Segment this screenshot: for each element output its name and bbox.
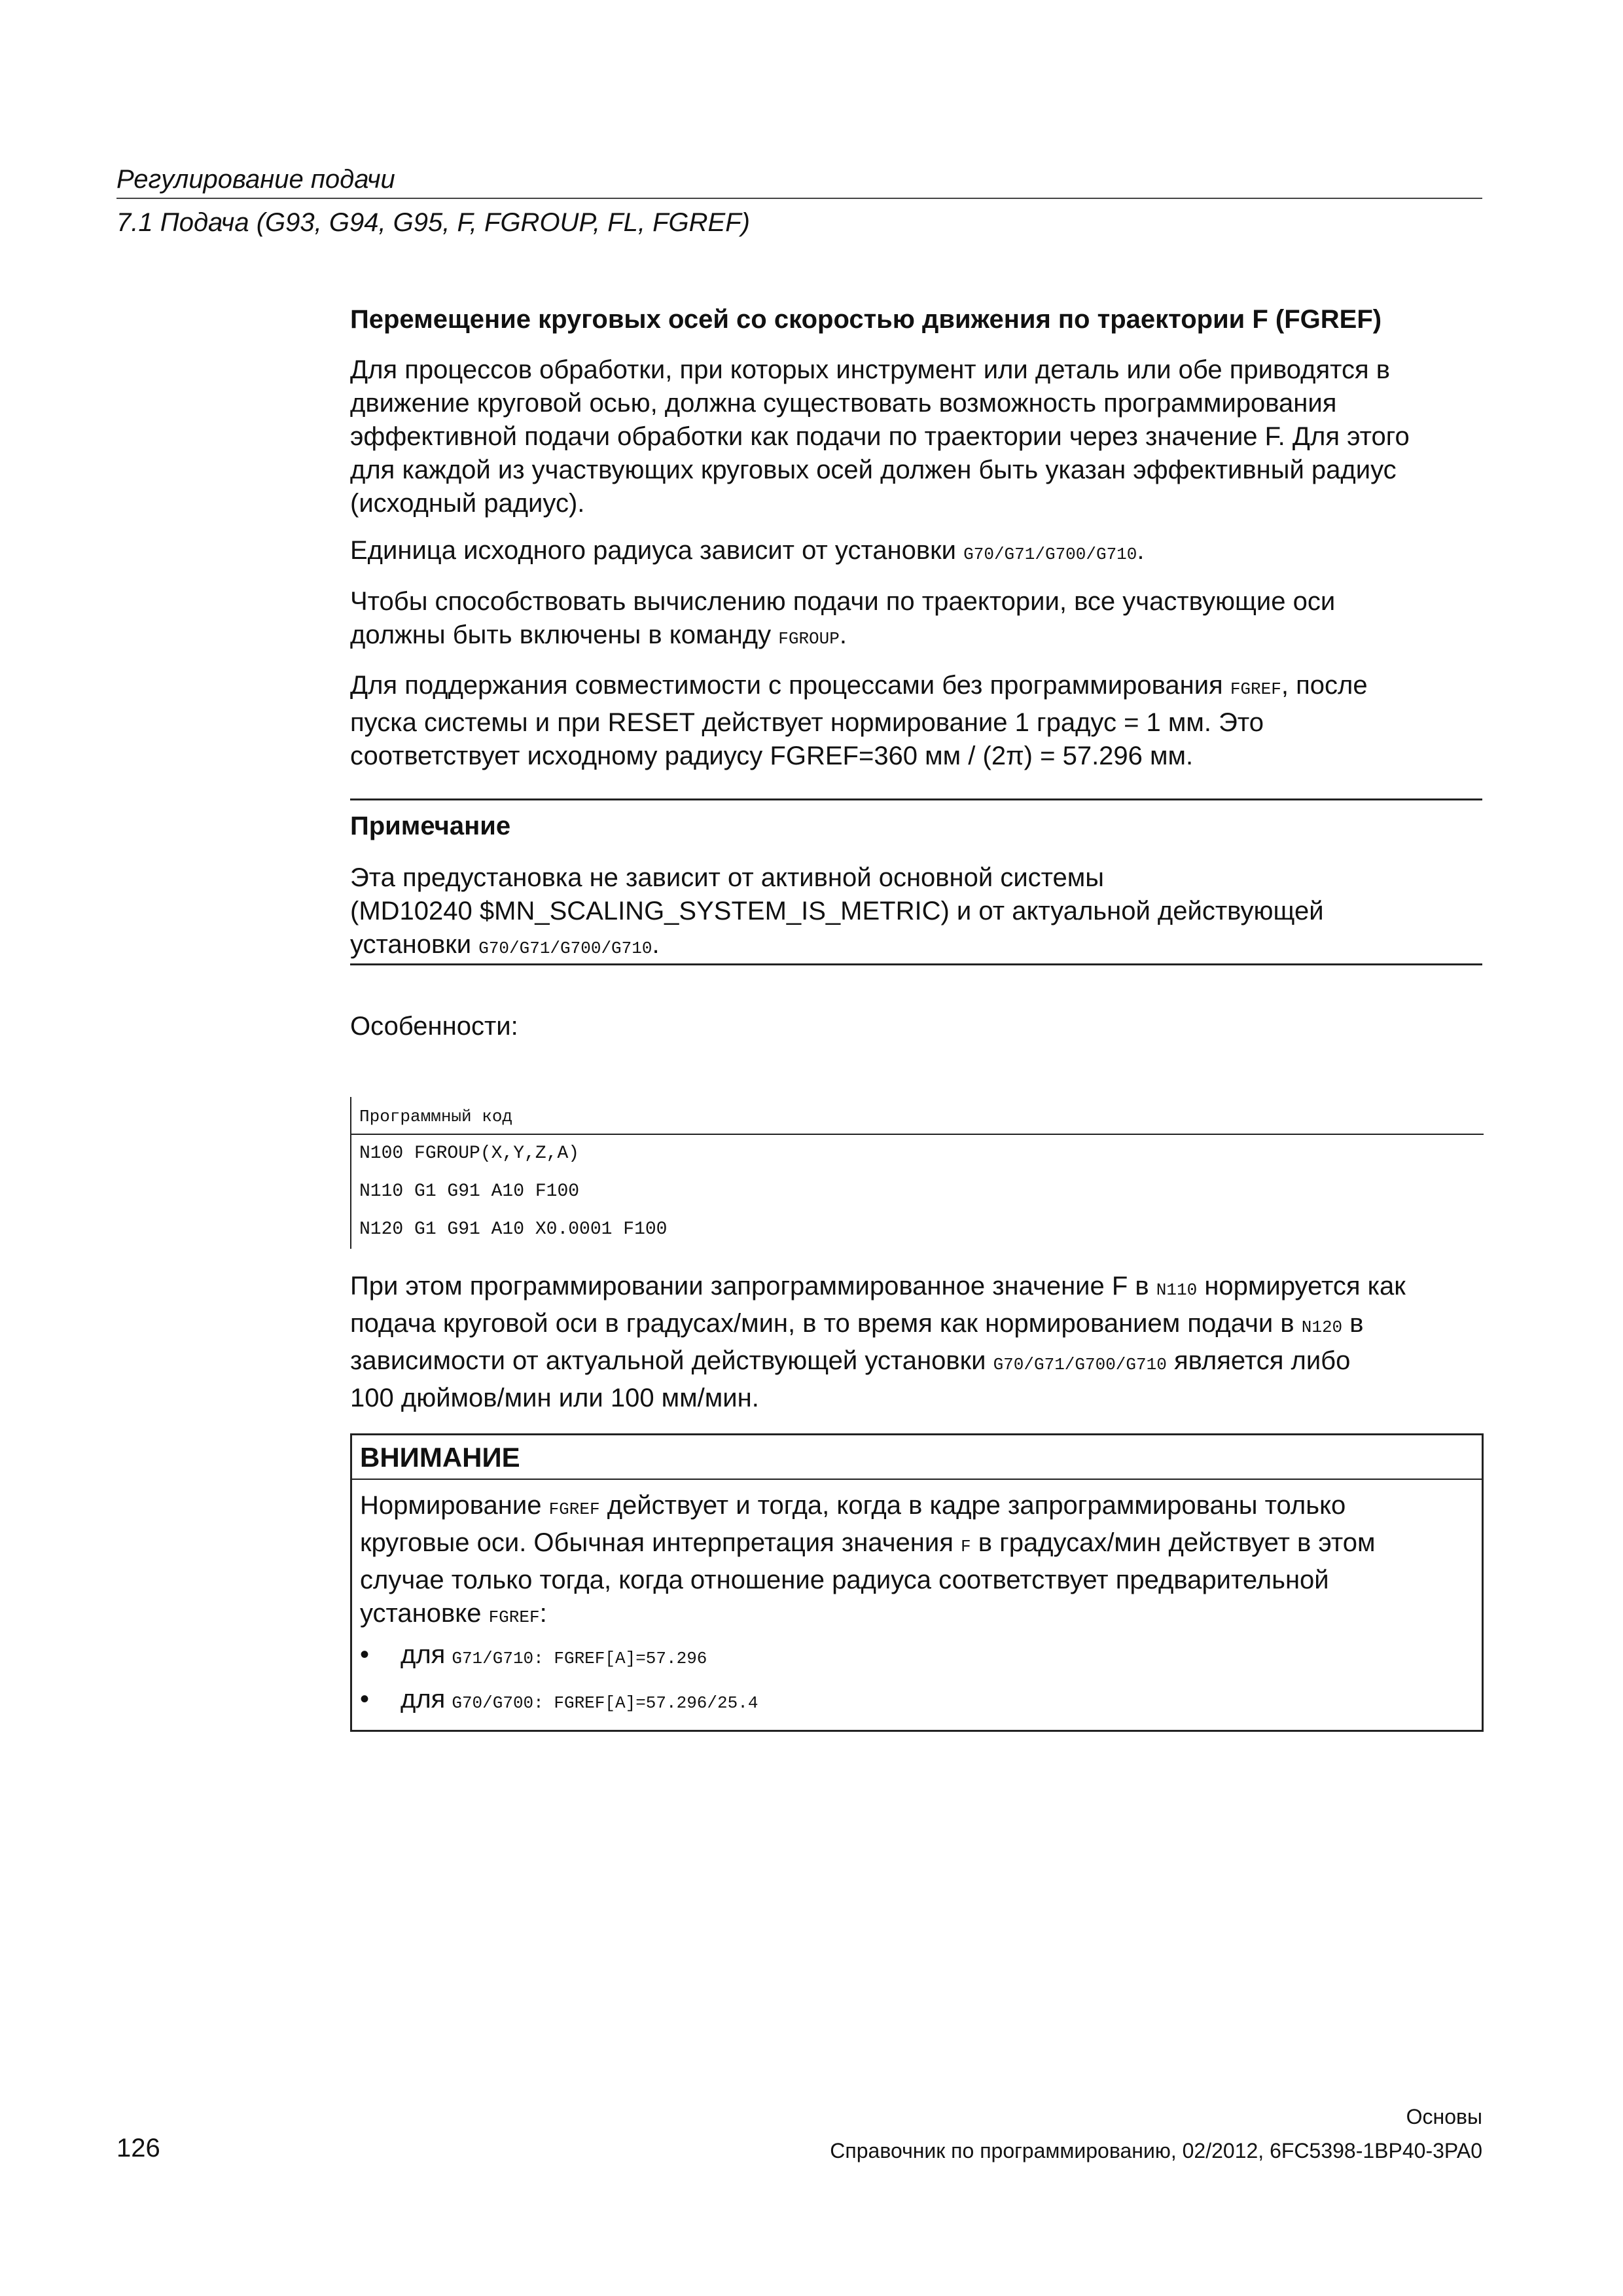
code-span: FGROUP xyxy=(778,629,840,649)
text-span: в xyxy=(1342,1309,1364,1338)
paragraph-unit xyxy=(350,534,1482,571)
text-span: является либо xyxy=(1166,1346,1351,1375)
text-span: должны быть включены в команду xyxy=(350,620,779,649)
bullet-icon: • xyxy=(360,1640,370,1669)
note-title: Примечание xyxy=(350,812,511,840)
text-span: Единица исходного радиуса зависит от установки xyxy=(350,536,964,565)
text-span: установке xyxy=(360,1599,489,1628)
text-line: (MD10240 $MN_SCALING_SYSTEM_IS_METRIC) и от актуальной действующей xyxy=(350,897,1324,925)
text-line: (исходный радиус). xyxy=(350,489,585,518)
text-line: 100 дюймов/мин или 100 мм/мин. xyxy=(350,1384,759,1412)
text-span: При этом программировании запрограммированное значение F в xyxy=(350,1272,1156,1300)
text-line: Для процессов обработки, при которых инструмент или деталь или обе приводятся в xyxy=(350,355,1391,384)
paragraph-explanation xyxy=(350,1270,1482,1415)
text-line: эффективной подачи обработки как подачи по траектории через значение F. Для этого xyxy=(350,422,1410,451)
text-span: установки xyxy=(350,930,479,959)
code-header: Программный код xyxy=(359,1107,513,1126)
text-line: пуска системы и при RESET действует нормирование 1 градус = 1 мм. Это xyxy=(350,708,1264,737)
text-span: . xyxy=(652,930,660,959)
text-span: Нормирование xyxy=(360,1491,549,1520)
text-span: Для поддержания совместимости с процессами без программирования xyxy=(350,671,1230,700)
section-title: Перемещение круговых осей со скоростью движения по траектории F (FGREF) xyxy=(350,305,1382,334)
text-line: Чтобы способствовать вычислению подачи по траектории, все участвующие оси xyxy=(350,587,1336,616)
code-span: N120 xyxy=(1301,1318,1343,1337)
page-number: 126 xyxy=(116,2134,160,2162)
bullet-icon: • xyxy=(360,1685,370,1713)
note-bottom-rule xyxy=(350,963,1482,965)
code-span: G71/G710: FGREF[A]=57.296 xyxy=(452,1649,707,1668)
paragraph-intro xyxy=(350,353,1482,520)
code-span: G70/G71/G700/G710 xyxy=(963,545,1137,564)
chapter-header: Регулирование подачи xyxy=(116,165,395,194)
code-span: G70/G71/G700/G710 xyxy=(478,939,652,958)
footer-reference: Справочник по программированию, 02/2012, 6FC5398-1BP40-3PA0 xyxy=(830,2139,1482,2162)
text-span: для xyxy=(401,1640,446,1669)
warning-box xyxy=(350,1433,1484,1732)
warning-title: ВНИМАНИЕ xyxy=(360,1442,520,1473)
bullet-item xyxy=(360,1679,1474,1723)
code-line: N120 G1 G91 A10 X0.0001 F100 xyxy=(359,1219,668,1240)
footer-book-title: Основы xyxy=(1406,2105,1482,2128)
text-span: нормируется как xyxy=(1197,1272,1406,1300)
code-line: N100 FGROUP(X,Y,Z,A) xyxy=(359,1143,580,1164)
code-line: N110 G1 G91 A10 F100 xyxy=(359,1181,580,1202)
code-block xyxy=(350,1097,1484,1249)
text-span: . xyxy=(1137,536,1145,565)
section-header: 7.1 Подача (G93, G94, G95, F, FGROUP, FL, FGREF) xyxy=(116,208,750,237)
features-label: Особенности: xyxy=(350,1012,518,1041)
note-body xyxy=(350,861,1482,965)
code-span: G70/G71/G700/G710 xyxy=(993,1355,1167,1374)
bullet-item xyxy=(360,1634,1474,1679)
text-line: соответствует исходному радиусу FGREF=360 мм / (2π) = 57.296 мм. xyxy=(350,742,1194,770)
text-span: круговые оси. Обычная интерпретация значения xyxy=(360,1528,961,1557)
text-line: случае только тогда, когда отношение радиуса соответствует предварительной xyxy=(360,1566,1329,1594)
text-span: , после xyxy=(1281,671,1368,700)
code-span: N110 xyxy=(1156,1280,1198,1300)
warning-body xyxy=(352,1480,1482,1730)
note-top-rule xyxy=(350,798,1482,800)
code-span: F xyxy=(961,1537,971,1556)
code-span: FGREF xyxy=(488,1607,540,1627)
text-span: : xyxy=(539,1599,547,1628)
text-line: для каждой из участвующих круговых осей должен быть указан эффективный радиус xyxy=(350,456,1397,484)
text-line: движение круговой осью, должна существовать возможность программирования xyxy=(350,389,1337,418)
text-span: . xyxy=(839,620,847,649)
code-span: FGREF xyxy=(1230,679,1281,699)
paragraph-compat xyxy=(350,669,1482,773)
text-span: подача круговой оси в градусах/мин, в то время как нормированием подачи в xyxy=(350,1309,1302,1338)
paragraph-fgroup xyxy=(350,585,1482,656)
header-divider xyxy=(116,198,1482,199)
text-span: зависимости от актуальной действующей установки xyxy=(350,1346,993,1375)
code-span: G70/G700: FGREF[A]=57.296/25.4 xyxy=(452,1693,758,1713)
text-span: для xyxy=(401,1685,446,1713)
text-span: действует и тогда, когда в кадре запрограммированы только xyxy=(599,1491,1346,1520)
text-span: в градусах/мин действует в этом xyxy=(971,1528,1376,1557)
code-span: FGREF xyxy=(548,1499,600,1519)
text-line: Эта предустановка не зависит от активной основной системы xyxy=(350,863,1105,892)
